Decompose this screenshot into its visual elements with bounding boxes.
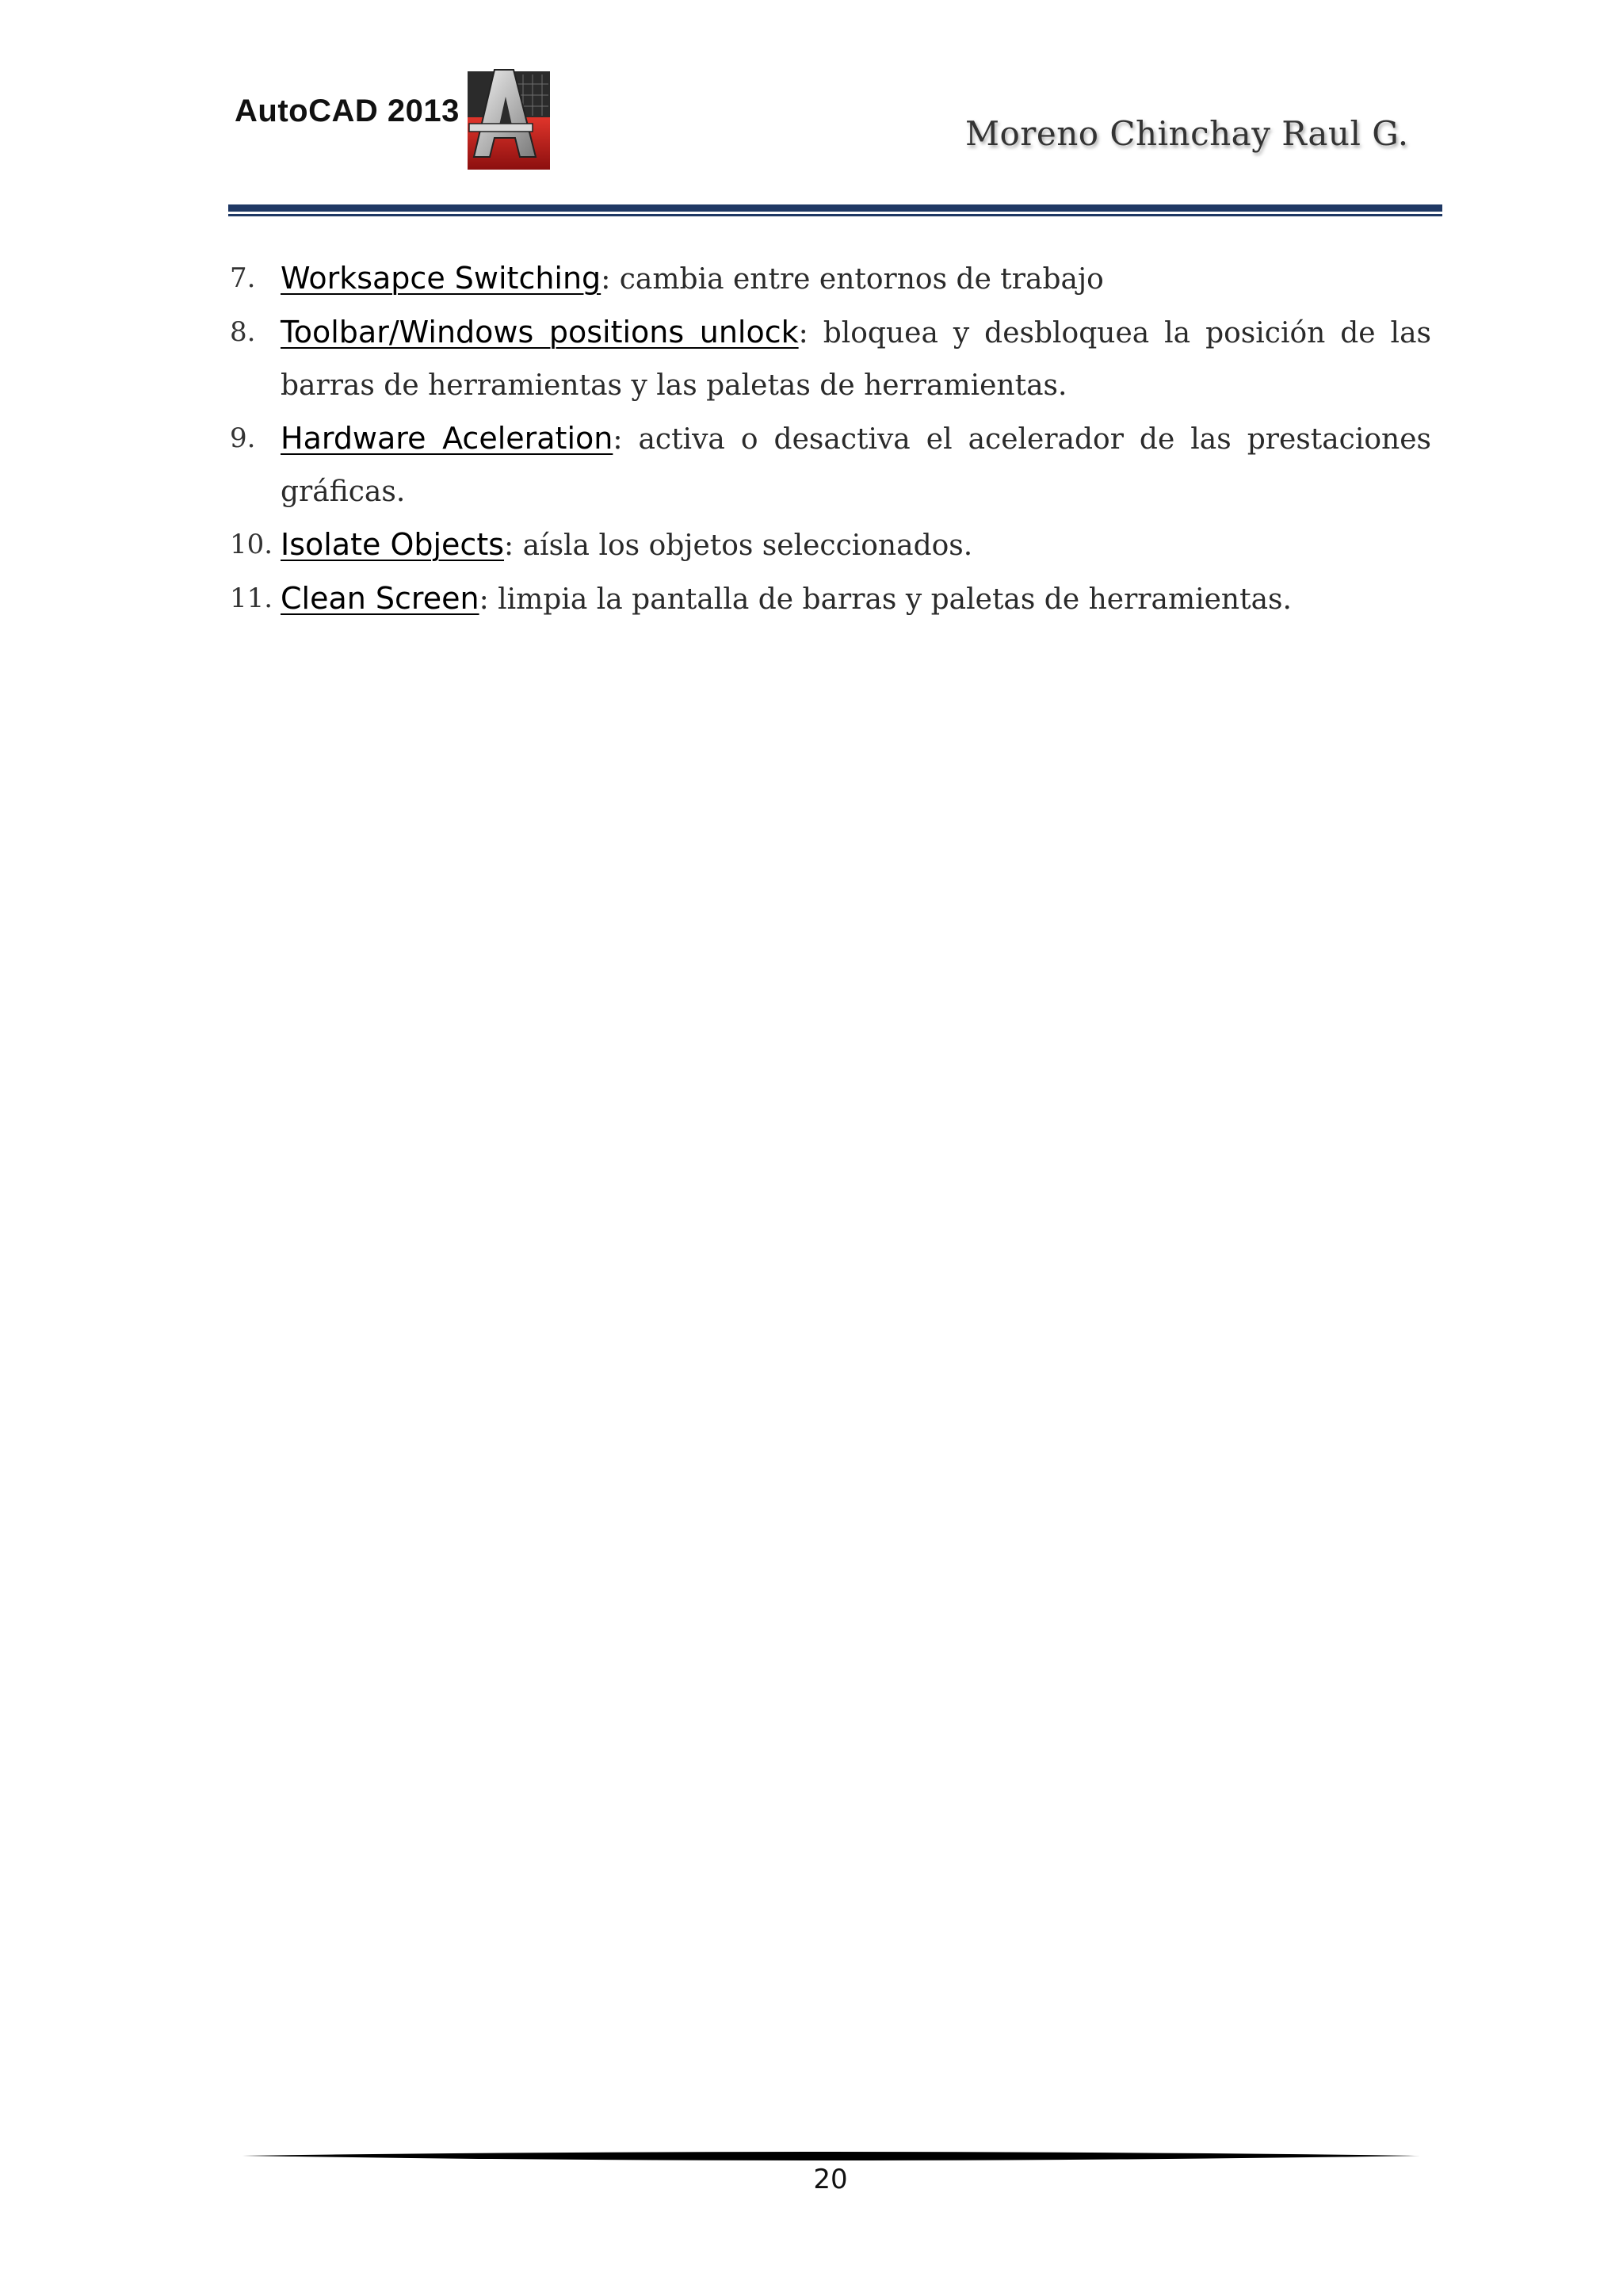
list-item (230, 306, 1431, 412)
autocad-logo-icon (466, 68, 553, 173)
list-item-description: : cambia entre entornos de trabajo (601, 263, 1104, 296)
list-item-term: Clean Screen (281, 581, 479, 616)
list-item (230, 572, 1431, 626)
footer-divider (242, 2148, 1420, 2164)
list-item (230, 252, 1431, 306)
page-number: 20 (813, 2164, 848, 2195)
list-item-number: 11. (230, 583, 273, 614)
list-item-description: : limpia la pantalla de barras y paletas de herramientas. (479, 583, 1292, 616)
list-item-term: Isolate Objects (281, 527, 505, 562)
header-author: Moreno Chinchay Raul G. (965, 114, 1409, 153)
list-item-description: : bloquea y desbloquea la posición de las barras de herramientas y las paletas de herramientas. (281, 317, 1431, 402)
header-app-title: AutoCAD 2013 (235, 94, 460, 128)
list-item-term: Worksapce Switching (281, 261, 601, 296)
list-item-number: 10. (230, 529, 273, 560)
header-divider (228, 204, 1442, 217)
list-item-number: 9. (230, 422, 256, 454)
list-item-description: : aísla los objetos seleccionados. (504, 529, 973, 562)
list-item (230, 412, 1431, 518)
list-item-term: Hardware Aceleration (281, 421, 613, 456)
list-item-number: 8. (230, 316, 256, 348)
list-item-term: Toolbar/Windows positions unlock (281, 315, 799, 350)
shortcut-list (230, 252, 1431, 626)
list-item (230, 518, 1431, 572)
list-item-number: 7. (230, 262, 256, 294)
list-item-description: : activa o desactiva el acelerador de las prestaciones gráficas. (281, 423, 1431, 508)
